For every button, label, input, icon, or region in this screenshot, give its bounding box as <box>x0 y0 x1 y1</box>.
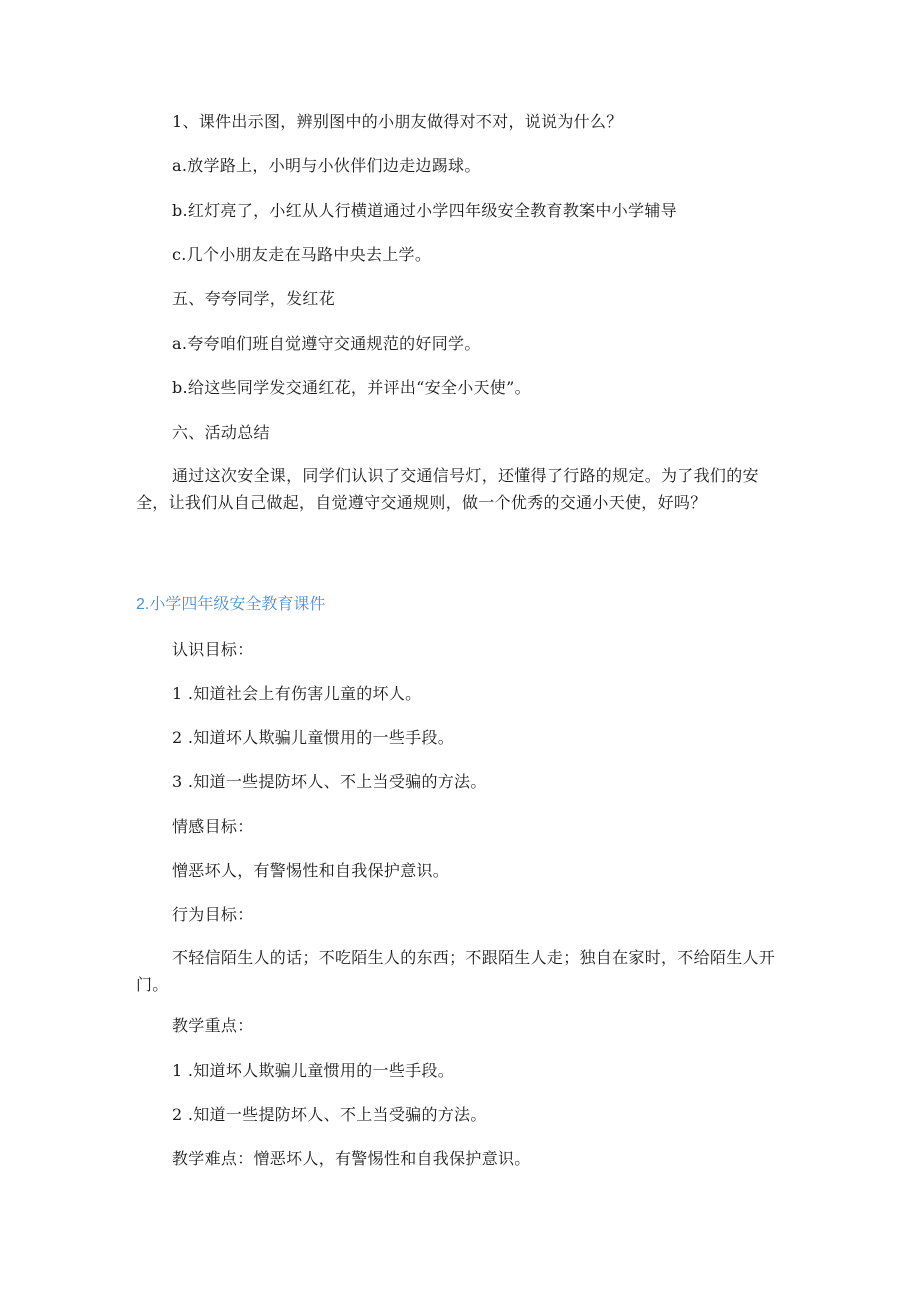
summary-paragraph: 通过这次安全课，同学们认识了交通信号灯，还懂得了行路的规定。为了我们的安全，让我们从自己做起，自觉遵守交通规则，做一个优秀的交通小天使，好吗？ <box>136 466 759 512</box>
cognitive-goal-3: 3 .知道一些提防坏人、不上当受骗的方法。 <box>172 772 487 791</box>
section-heading-five: 五、夸夸同学，发红花 <box>172 289 336 308</box>
option-b: b.红灯亮了，小红从人行横道通过小学四年级安全教育教案中小学辅导 <box>172 201 677 220</box>
cognitive-goal-2: 2 .知道坏人欺骗儿童惯用的一些手段。 <box>172 728 455 747</box>
section-heading-six: 六、活动总结 <box>172 423 270 442</box>
behavior-goals-label: 行为目标： <box>172 905 254 924</box>
question-1: 1、课件出示图，辨别图中的小朋友做得对不对，说说为什么？ <box>172 112 623 131</box>
teaching-focus-1: 1 .知道坏人欺骗儿童惯用的一些手段。 <box>172 1061 455 1080</box>
cognitive-goals-label: 认识目标： <box>172 640 254 659</box>
behavior-goal-paragraph: 不轻信陌生人的话；不吃陌生人的东西；不跟陌生人走；独自在家时，不给陌生人开门。 <box>136 948 776 994</box>
cognitive-goal-1: 1 .知道社会上有伤害儿童的坏人。 <box>172 684 422 703</box>
teaching-focus-2: 2 .知道一些提防坏人、不上当受骗的方法。 <box>172 1105 487 1124</box>
teaching-focus-label: 教学重点： <box>172 1016 254 1035</box>
teaching-difficulty: 教学难点：憎恶坏人，有警惕性和自我保护意识。 <box>172 1149 531 1168</box>
emotional-goals-label: 情感目标： <box>172 817 254 836</box>
option-c: c.几个小朋友走在马路中央去上学。 <box>172 245 432 264</box>
option-a: a.放学路上，小明与小伙伴们边走边踢球。 <box>172 156 481 175</box>
praise-item-a: a.夸夸咱们班自觉遵守交通规范的好同学。 <box>172 334 481 353</box>
emotional-goal-text: 憎恶坏人，有警惕性和自我保护意识。 <box>172 861 450 880</box>
section-2-heading: 2.小学四年级安全教育课件 <box>136 596 326 613</box>
praise-item-b: b.给这些同学发交通红花，并评出“安全小天使”。 <box>172 378 531 397</box>
